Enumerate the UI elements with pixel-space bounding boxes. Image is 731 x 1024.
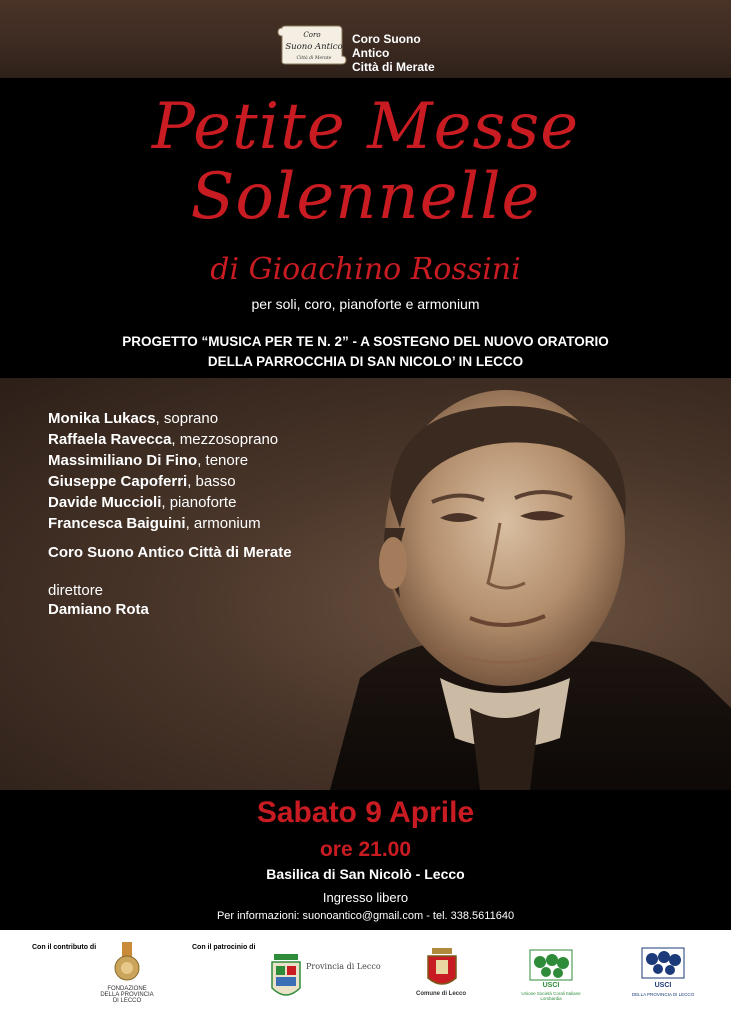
org-name-line1: Coro Suono Antico <box>352 32 421 60</box>
fondazione-text: FONDAZIONE DELLA PROVINCIA DI LECCO <box>100 986 154 1004</box>
event-time: ore 21.00 <box>319 838 412 861</box>
event-venue: Basilica di San Nicolò - Lecco <box>266 866 465 882</box>
event-entry: Ingresso libero <box>322 890 409 905</box>
fondazione-logo-icon <box>110 940 144 984</box>
cast-name: Francesca Baiguini <box>48 515 186 532</box>
choir-logo <box>276 24 456 74</box>
project-text <box>0 332 731 372</box>
patronage-label: Con il patrocinio di <box>192 944 256 951</box>
usci-lombardia-text: USCI <box>542 982 560 989</box>
cast-item <box>48 429 278 450</box>
cast-name: Giuseppe Capoferri <box>48 473 188 490</box>
cast-item <box>48 450 278 471</box>
composer: di Gioachino Rossini <box>210 252 521 287</box>
choir-name: Coro Suono Antico Città di Merate <box>48 544 292 561</box>
cast-name: Monika Lukacs <box>48 410 156 427</box>
cast-role: , basso <box>187 473 236 490</box>
cast-name: Davide Muccioli <box>48 494 162 511</box>
org-name <box>352 32 456 74</box>
contribution-label: Con il contributo di <box>32 944 97 951</box>
subtitle: per soli, coro, pianoforte e armonium <box>251 296 480 312</box>
cast-name: Raffaela Ravecca <box>48 431 172 448</box>
usci-lecco-text: USCI <box>654 982 672 989</box>
logo-script-line1: Coro <box>303 31 321 39</box>
project-line1: PROGETTO “MUSICA PER TE N. 2” - A SOSTEGNO DEL NUOVO ORATORIO <box>122 334 609 349</box>
cast-item <box>48 492 278 513</box>
cast-item <box>48 408 278 429</box>
cast-item <box>48 513 278 534</box>
title-line2: Solennelle <box>190 160 541 234</box>
cast-role: , soprano <box>155 410 219 427</box>
cast-role: , mezzosoprano <box>171 431 279 448</box>
project-line2: DELLA PARROCCHIA DI SAN NICOLO’ IN LECCO <box>207 354 524 369</box>
usci-lecco-logo-icon <box>640 946 686 982</box>
title-line1: Petite Messe <box>151 90 580 164</box>
cast-list <box>48 408 278 534</box>
logo-script-line3: Città di Merate <box>296 56 332 61</box>
cast-role: , pianoforte <box>161 494 237 511</box>
usci-lecco-sub: DELLA PROVINCIA DI LECCO <box>631 992 695 997</box>
scroll-logo-icon <box>276 24 348 66</box>
event-date: Sabato 9 Aprile <box>256 796 475 829</box>
provincia-text: Provincia di Lecco <box>306 962 381 971</box>
cast-role: , armonium <box>185 515 261 532</box>
provincia-crest-icon <box>268 948 304 1004</box>
event-info: Per informazioni: suonoantico@gmail.com - tel. 338.5611640 <box>216 910 515 922</box>
logo-script-line2: Suono Antico <box>285 42 343 52</box>
cast-name: Massimiliano Di Fino <box>48 452 198 469</box>
director-role: direttore <box>48 582 104 599</box>
director-name: Damiano Rota <box>48 601 149 618</box>
cast-item <box>48 471 278 492</box>
usci-lombardia-sub: Unione Società Corali Italiane Lombardia <box>521 991 581 1001</box>
comune-crest-icon <box>424 946 460 990</box>
org-name-line2: Città di Merate <box>352 60 435 74</box>
cast-role: , tenore <box>197 452 249 469</box>
comune-text: Comune di Lecco <box>415 991 466 997</box>
